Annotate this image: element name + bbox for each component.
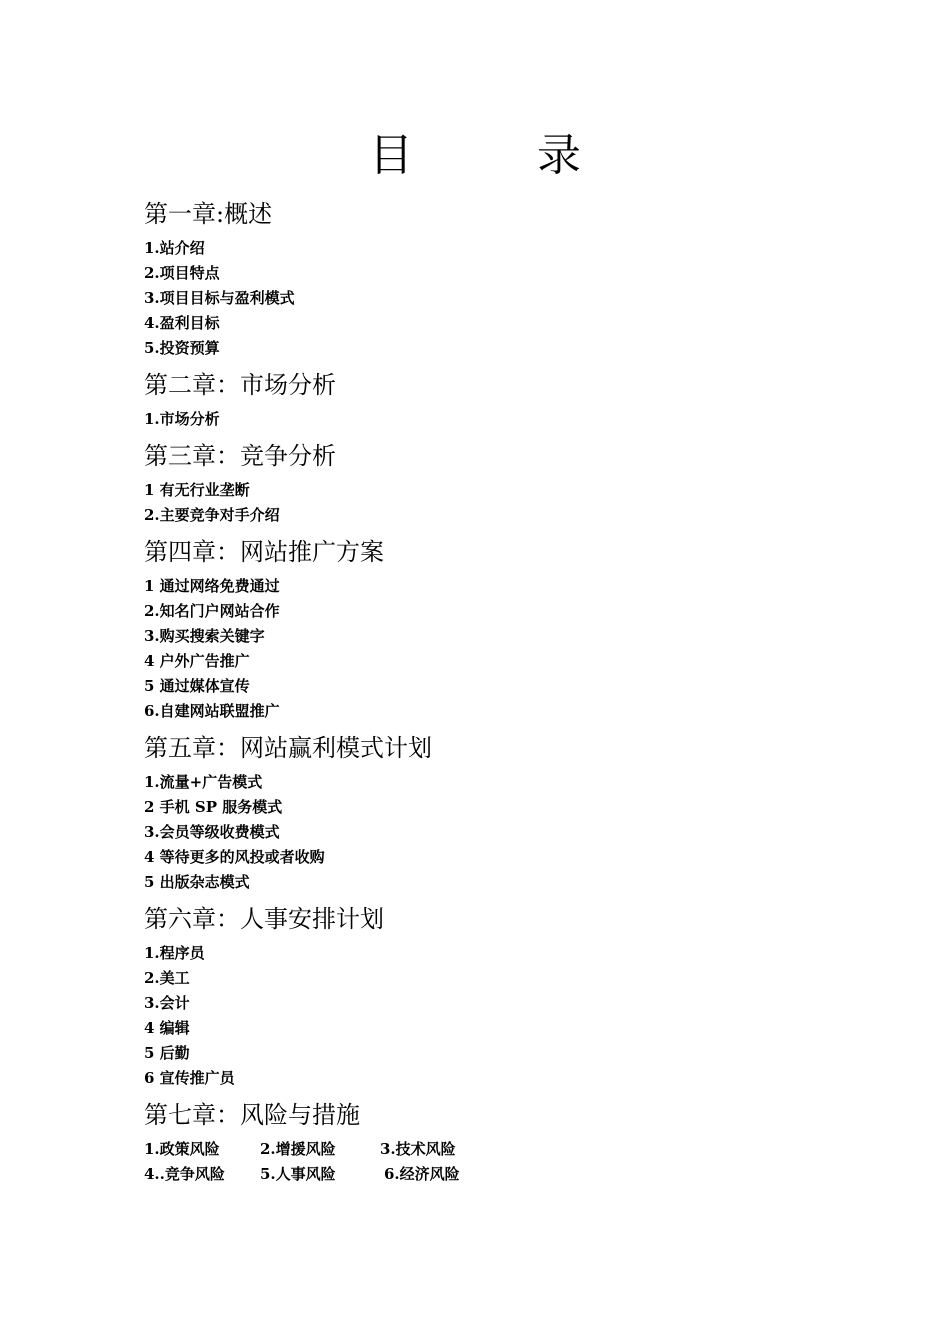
toc-item: 1.流量+广告模式: [144, 773, 263, 791]
risk-grid: [144, 1137, 844, 1187]
toc-item: 2.美工: [144, 969, 190, 987]
risk-item: 2.增援风险: [260, 1140, 336, 1158]
chapter-heading: 第二章：市场分析: [144, 371, 336, 399]
chapter-heading: 第五章：网站赢利模式计划: [144, 734, 432, 762]
toc-item: 5 后勤: [144, 1044, 190, 1062]
toc-content: [144, 196, 844, 1193]
chapter-section: [144, 367, 844, 432]
toc-item: 6 宣传推广员: [144, 1069, 235, 1087]
toc-item: 5 出版杂志模式: [144, 873, 250, 891]
toc-item: 2.知名门户网站合作: [144, 602, 280, 620]
toc-item: 1.站介绍: [144, 239, 205, 257]
toc-item: 5 通过媒体宣传: [144, 677, 250, 695]
chapter-items: [144, 407, 844, 432]
chapter-heading: 第四章：网站推广方案: [144, 538, 384, 566]
toc-item: 1.程序员: [144, 944, 205, 962]
toc-item: 3.购买搜索关键字: [144, 627, 265, 645]
toc-item: 4 编辑: [144, 1019, 190, 1037]
risk-item: 4..竞争风险: [144, 1165, 225, 1183]
chapter-section: [144, 438, 844, 528]
chapter-heading: 第一章:概述: [144, 200, 273, 228]
risk-row: [144, 1137, 844, 1162]
chapter-heading: 第七章：风险与措施: [144, 1101, 360, 1129]
chapter-section: [144, 1097, 844, 1187]
toc-item: 6.自建网站联盟推广: [144, 702, 280, 720]
toc-item: 4 户外广告推广: [144, 652, 250, 670]
toc-item: 2.项目特点: [144, 264, 220, 282]
chapter-items: [144, 770, 844, 895]
risk-item: 6.经济风险: [384, 1165, 460, 1183]
risk-item: 3.技术风险: [380, 1140, 456, 1158]
toc-item: 2 手机 SP 服务模式: [144, 798, 283, 816]
toc-item: 1.市场分析: [144, 410, 220, 428]
chapter-section: [144, 730, 844, 895]
chapter-items: [144, 574, 844, 724]
toc-item: 4 等待更多的风投或者收购: [144, 848, 325, 866]
toc-item: 3.项目目标与盈利模式: [144, 289, 295, 307]
chapter-heading: 第六章：人事安排计划: [144, 905, 384, 933]
toc-item: 5.投资预算: [144, 339, 220, 357]
risk-item: 5.人事风险: [260, 1165, 336, 1183]
chapter-section: [144, 196, 844, 361]
chapter-section: [144, 901, 844, 1091]
chapter-items: [144, 941, 844, 1091]
chapter-heading: 第三章：竞争分析: [144, 442, 336, 470]
toc-item: 4.盈利目标: [144, 314, 220, 332]
toc-title: 目 录: [369, 130, 621, 181]
chapter-section: [144, 534, 844, 724]
toc-item: 1 通过网络免费通过: [144, 577, 280, 595]
risk-item: 1.政策风险: [144, 1140, 220, 1158]
toc-item: 3.会员等级收费模式: [144, 823, 280, 841]
risk-row: [144, 1162, 844, 1187]
chapter-items: [144, 478, 844, 528]
toc-item: 3.会计: [144, 994, 190, 1012]
toc-item: 2.主要竞争对手介绍: [144, 506, 280, 524]
toc-item: 1 有无行业垄断: [144, 481, 250, 499]
chapter-items: [144, 236, 844, 361]
